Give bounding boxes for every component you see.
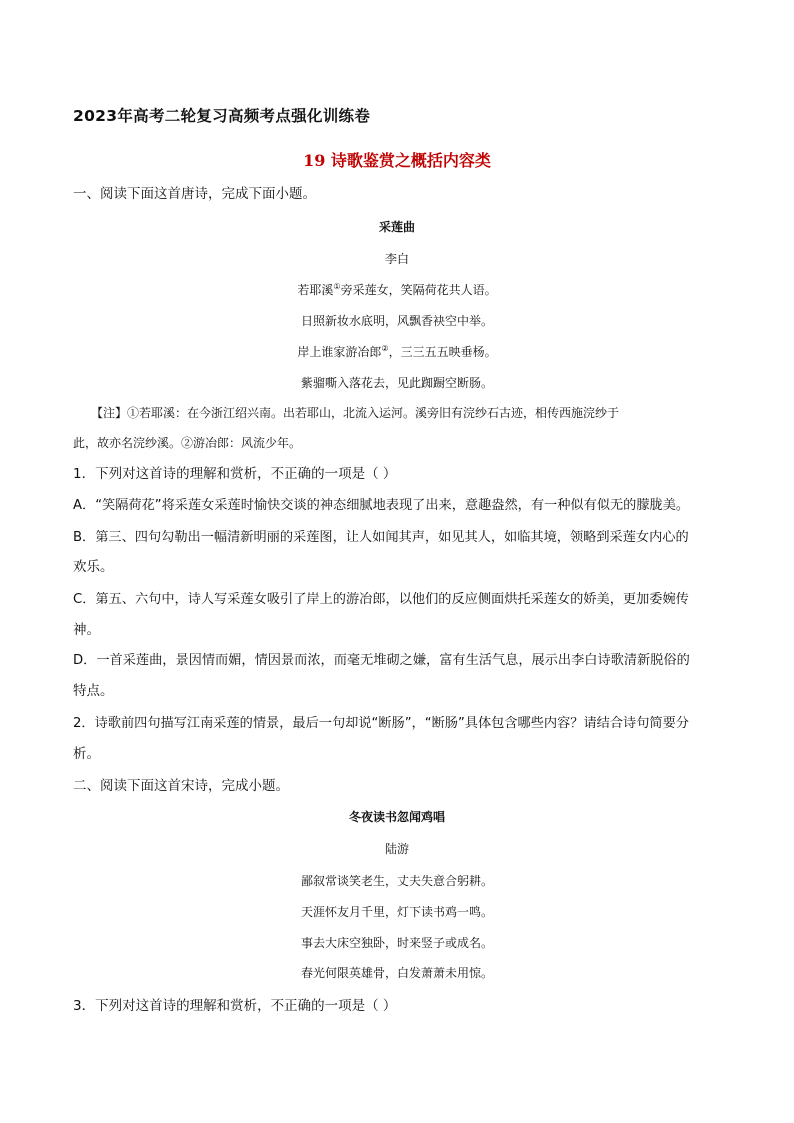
question-1: 1．下列对这首诗的理解和赏析，不正确的一项是（ ） xyxy=(73,466,397,482)
question-2-line-2: 析。 xyxy=(73,746,100,762)
poem1-line-3-a: 岸上谁家游冶郎 xyxy=(297,345,382,359)
poem1-title: 采莲曲 xyxy=(378,220,415,234)
poem2-line-1: 鄙叙常谈笑老生，丈夫失意合躬耕。 xyxy=(300,874,493,888)
section1-heading: 一、阅读下面这首唐诗，完成下面小题。 xyxy=(73,186,316,202)
poem1-note-line-1: 【注】①若耶溪：在今浙江绍兴南。出若耶山，北流入运河。溪旁旧有浣纱石古迹，相传西施浣纱于 xyxy=(91,406,620,420)
poem1-line-3-b: ，三三五五映垂杨。 xyxy=(388,345,497,359)
poem1-line-1 xyxy=(0,281,794,298)
footnote-mark-1: ① xyxy=(333,282,341,291)
poem2-author: 陆游 xyxy=(384,842,409,856)
poem1-note-line-2: 此，故亦名浣纱溪。②游冶郎：风流少年。 xyxy=(73,436,302,450)
poem1-line-4: 紫骝嘶入落花去，见此踟蹰空断肠。 xyxy=(300,376,493,390)
poem2-line-4: 春光何限英雄骨，白发萧萧未用惊。 xyxy=(300,966,493,980)
section2-heading: 二、阅读下面这首宋诗，完成小题。 xyxy=(73,778,289,794)
poem1-line-1-b: 旁采莲女，笑隔荷花共人语。 xyxy=(340,283,497,297)
q1-option-a: A．“笑隔荷花”将采莲女采莲时愉快交谈的神态细腻地表现了出来，意趣盎然，有一种似有似无的朦胧美。 xyxy=(73,498,690,513)
poem2-title: 冬夜读书忽闻鸡唱 xyxy=(348,810,445,824)
poem2-line-2: 天涯怀友月千里，灯下读书鸡一鸣。 xyxy=(300,905,493,919)
poem1-line-2: 日照新妆水底明，风飘香袂空中举。 xyxy=(300,314,493,328)
q1-option-c-line-2: 神。 xyxy=(73,622,100,638)
q1-option-d-line-2: 特点。 xyxy=(73,683,114,699)
poem1-line-1-a: 若耶溪 xyxy=(297,283,334,297)
poem2-line-3: 事去大床空独卧，时来竖子或成名。 xyxy=(300,936,493,950)
poem1-author: 李白 xyxy=(384,252,409,266)
q1-option-c-line-1: C．第五、六句中，诗人写采莲女吸引了岸上的游冶郎，以他们的反应侧面烘托采莲女的娇美，更加委婉传 xyxy=(73,592,689,607)
document-title: 2023年高考二轮复习高频考点强化训练卷 xyxy=(73,107,371,125)
q1-option-d-line-1: D．一首采莲曲，景因情而媚，情因景而浓，而毫无堆砌之嫌，富有生活气息，展示出李白诗歌清新脱俗的 xyxy=(73,653,690,668)
q1-option-b-line-2: 欢乐。 xyxy=(73,559,114,575)
question-3: 3．下列对这首诗的理解和赏析，不正确的一项是（ ） xyxy=(73,998,397,1014)
poem1-line-3 xyxy=(0,343,794,360)
section-title: 19 诗歌鉴赏之概括内容类 xyxy=(303,151,491,170)
q1-option-b-line-1: B．第三、四句勾勒出一幅清新明丽的采莲图，让人如闻其声，如见其人，如临其境，领略到采莲女内心的 xyxy=(73,530,689,545)
footnote-mark-2: ② xyxy=(381,344,389,353)
question-2-line-1: 2．诗歌前四句描写江南采莲的情景，最后一句却说“断肠”，“断肠”具体包含哪些内容？请结合诗句简要分 xyxy=(73,716,689,731)
